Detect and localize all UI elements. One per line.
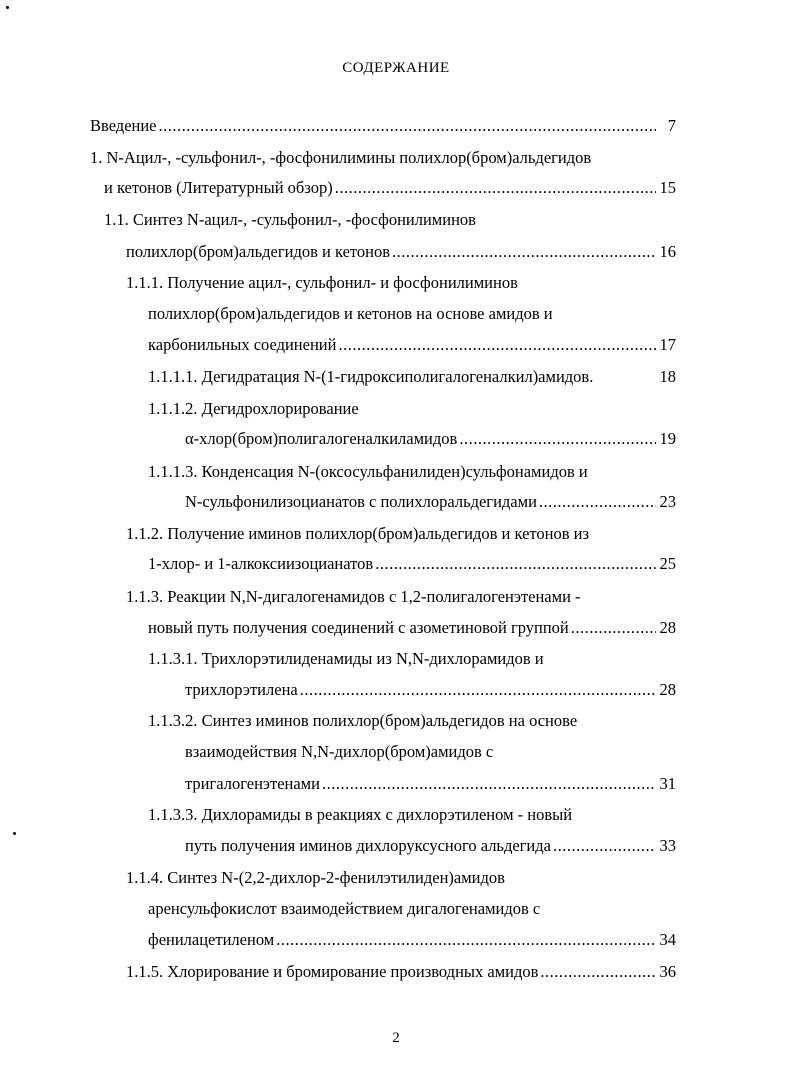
toc-entry: [126, 271, 518, 295]
toc-entry: [148, 897, 540, 921]
toc-entry: [126, 866, 505, 890]
toc-entry: [148, 333, 658, 357]
toc-entry-text: 1.1.1. Получение ацил-, сульфонил- и фосфонилиминов: [126, 273, 518, 292]
page-title: СОДЕРЖАНИЕ: [342, 60, 450, 76]
toc-entry-page: 33: [659, 836, 676, 855]
scan-speck: [6, 6, 9, 9]
leader-dots: [338, 333, 656, 357]
toc-entry: [148, 616, 658, 640]
toc-entry-text: Введение: [90, 116, 157, 135]
toc-entry-text: карбонильных соединений: [148, 335, 337, 354]
toc-entry: [148, 397, 359, 421]
toc-entry-page: 34: [659, 930, 676, 949]
toc-entry-page: 16: [659, 242, 676, 261]
leader-dots: [459, 427, 656, 451]
toc-entry-text: α-хлор(бром)полигалогеналкиламидов: [185, 429, 458, 448]
leader-dots: [322, 772, 656, 796]
toc-entry-page: 7: [667, 116, 676, 135]
toc-entry: [185, 772, 658, 796]
toc-entry-text: 1.1.1.2. Дегидрохлорирование: [148, 399, 359, 418]
toc-entry: [185, 490, 658, 514]
toc-entry-text: трихлорэтилена: [185, 680, 298, 699]
toc-entry-page: 28: [659, 680, 676, 699]
toc-entry-text: взаимодействия N,N-дихлор(бром)амидов с: [185, 742, 494, 761]
toc-entry-text: и кетонов (Литературный обзор): [104, 178, 333, 197]
toc-entry-text: 1.1.3. Реакции N,N-дигалогенамидов с 1,2-полигалогенэтенами -: [126, 587, 581, 606]
toc-entry-page: 18: [659, 367, 676, 386]
toc-entry-text: 1.1. Синтез N-ацил-, -сульфонил-, -фосфонилиминов: [104, 210, 476, 229]
toc-entry-text: 1.1.1.1. Дегидратация N-(1-гидроксиполигалогеналкил)амидов.: [148, 367, 594, 386]
toc-entry-text: аренсульфокислот взаимодействием дигалогенамидов с: [148, 899, 541, 918]
leader-dots: [159, 114, 656, 138]
toc-entry: [148, 552, 658, 576]
toc-entry-text: тригалогенэтенами: [185, 774, 320, 793]
toc-entry: [148, 460, 588, 484]
toc-entry-text: N-сульфонилизоцианатов с полихлоральдегидами: [185, 492, 537, 511]
toc-entry-text: 1.1.2. Получение иминов полихлор(бром)альдегидов и кетонов из: [126, 524, 590, 543]
toc-entry-page: 31: [659, 774, 676, 793]
toc-entry: [148, 803, 572, 827]
toc-entry: [104, 176, 658, 200]
toc-entry-page: 25: [659, 554, 676, 573]
toc-entry: [148, 365, 593, 389]
toc-entry-text: 1.1.3.1. Трихлорэтилиденамиды из N,N-дихлорамидов и: [148, 649, 544, 668]
toc-entry: [148, 647, 544, 671]
scan-speck: [13, 832, 16, 835]
toc-entry-page: 19: [659, 429, 676, 448]
toc-entry: [185, 678, 658, 702]
toc-entry-page: 28: [659, 618, 676, 637]
toc-entry: [104, 208, 476, 232]
toc-entry-page: 17: [659, 335, 676, 354]
toc-entry-page: 23: [659, 492, 676, 511]
toc-entry-text: полихлор(бром)альдегидов и кетонов на основе амидов и: [148, 304, 553, 323]
toc-entry-text: 1.1.1.3. Конденсация N-(оксосульфанилиден)сульфонамидов и: [148, 462, 588, 481]
page-number: 2: [392, 1030, 400, 1046]
toc-entry: [148, 302, 553, 326]
toc-entry-page: 36: [659, 962, 676, 981]
toc-entry-text: фенилацетиленом: [148, 930, 275, 949]
leader-dots: [392, 240, 656, 264]
toc-entry-text: 1.1.5. Хлорирование и бромирование производных амидов: [126, 962, 539, 981]
toc-entry-text: полихлор(бром)альдегидов и кетонов: [126, 242, 391, 261]
toc-entry: [126, 522, 589, 546]
toc-entry: [185, 427, 658, 451]
toc-entry: [126, 960, 658, 984]
toc-entry: [148, 928, 658, 952]
toc-entry-text: 1. N-Ацил-, -сульфонил-, -фосфонилимины полихлор(бром)альдегидов: [90, 148, 592, 167]
leader-dots: [276, 928, 656, 952]
toc-entry: [148, 709, 577, 733]
toc-entry: [90, 146, 591, 170]
leader-dots: [300, 678, 656, 702]
toc-entry-page: 15: [659, 178, 676, 197]
toc-entry-text: 1.1.3.2. Синтез иминов полихлор(бром)альдегидов на основе: [148, 711, 578, 730]
toc-entry-text: 1.1.3.3. Дихлорамиды в реакциях с дихлорэтиленом - новый: [148, 805, 573, 824]
toc-entry-text: путь получения иминов дихлоруксусного альдегида: [185, 836, 551, 855]
toc-entry: [126, 240, 658, 264]
toc-entry-text: 1.1.4. Синтез N-(2,2-дихлор-2-фенилэтилиден)амидов: [126, 868, 505, 887]
toc-entry-text: 1-хлор- и 1-алкоксиизоцианатов: [148, 554, 374, 573]
toc-entry: [185, 834, 658, 858]
toc-entry: [90, 114, 658, 138]
toc-entry: [126, 585, 581, 609]
leader-dots: [335, 176, 656, 200]
toc-entry-text: новый путь получения соединений с азометиновой группой: [148, 618, 569, 637]
leader-dots: [375, 552, 656, 576]
toc-entry: [185, 740, 493, 764]
